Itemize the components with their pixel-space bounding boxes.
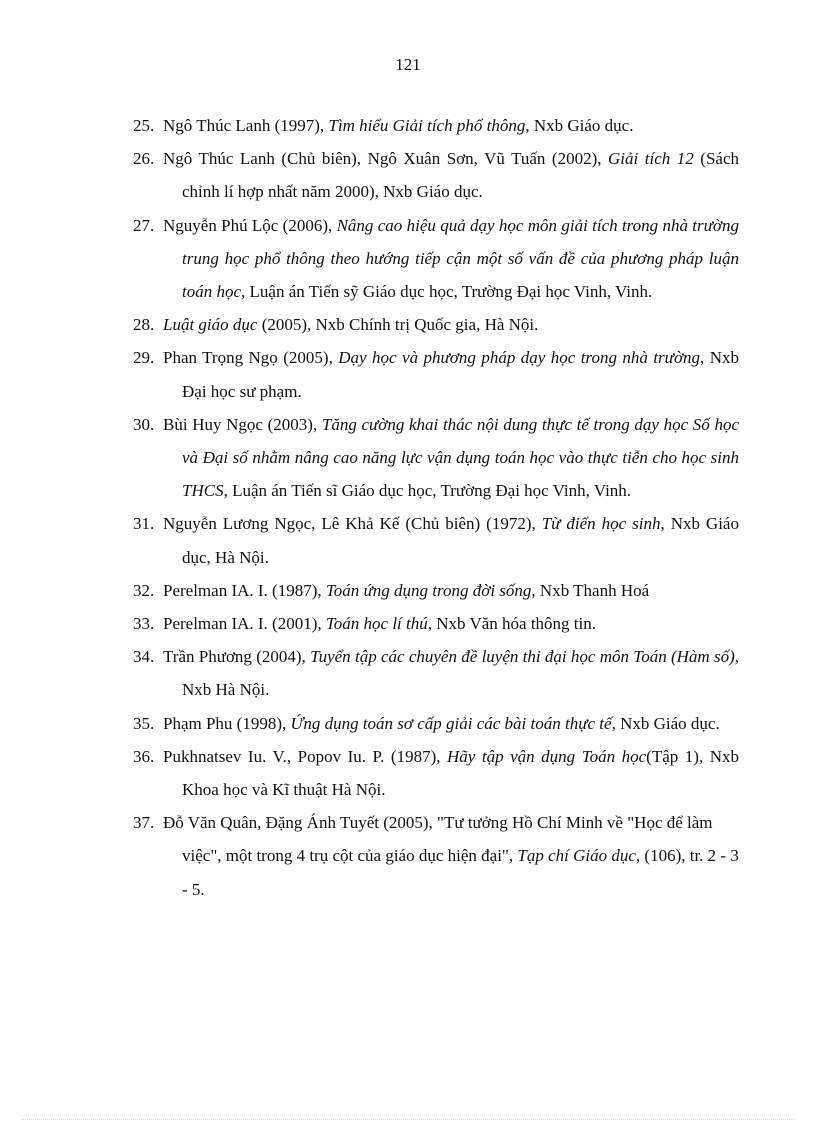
reference-number: 37. bbox=[133, 813, 155, 833]
reference-number: 32. bbox=[133, 580, 155, 600]
reference-publisher: , Nxb Thanh Hoá bbox=[531, 580, 650, 600]
reference-authors: Trần Phương (2004), bbox=[163, 647, 311, 667]
reference-publisher: , Nxb Văn hóa thông tin. bbox=[427, 614, 596, 634]
reference-title: Tuyển tập các chuyên đề luyện thi đại học môn Toán (Hàm số) bbox=[310, 647, 735, 667]
reference-list bbox=[133, 109, 739, 906]
reference-publisher: , Nxb Đại học sư phạm. bbox=[182, 348, 740, 401]
reference-title: Tạp chí Giáo dục, bbox=[517, 846, 641, 866]
reference-item bbox=[133, 740, 739, 806]
reference-number: 28. bbox=[133, 315, 155, 335]
reference-publisher: (2005), Nxb Chính trị Quốc gia, Hà Nội. bbox=[257, 315, 539, 335]
reference-title: Luật giáo dục bbox=[163, 315, 258, 335]
page-number: 121 bbox=[395, 55, 421, 74]
reference-item bbox=[133, 806, 739, 906]
reference-item bbox=[133, 408, 739, 508]
reference-number: 26. bbox=[133, 149, 155, 169]
reference-item bbox=[133, 507, 739, 573]
reference-publisher: , Nxb Hà Nội. bbox=[182, 647, 739, 700]
reference-number: 33. bbox=[133, 614, 155, 634]
reference-title: Tăng cường khai thác nội dung thực tế trong dạy học Số học và Đại số nhằm nâng cao năng lực vận dụng toán học vào thực tiễn cho học sinh THCS bbox=[182, 414, 739, 501]
reference-authors: Perelman IA. I. (2001), bbox=[163, 614, 326, 634]
reference-title: Toán ứng dụng trong đời sống bbox=[325, 580, 532, 600]
reference-title: Tìm hiểu Giải tích phổ thông bbox=[328, 116, 526, 135]
reference-publisher: , Nxb Giáo dục, Hà Nội. bbox=[182, 514, 739, 567]
reference-authors: Phạm Phu (1998), bbox=[163, 713, 291, 733]
reference-item bbox=[133, 209, 739, 309]
reference-title: Dạy học và phương pháp dạy học trong nhà trường bbox=[338, 348, 701, 368]
reference-authors: Pukhnatsev Iu. V., Popov Iu. P. (1987), bbox=[163, 746, 448, 766]
reference-publisher: , Nxb Giáo dục. bbox=[525, 116, 634, 135]
reference-item bbox=[133, 109, 739, 142]
reference-authors: Bùi Huy Ngọc (2003), bbox=[163, 414, 322, 434]
reference-authors: Phan Trọng Ngọ (2005), bbox=[163, 348, 339, 368]
reference-title: Nâng cao hiệu quả dạy học môn giải tích trong nhà trường trung học phổ thông theo hướng tiếp cận một số vấn đề của phương pháp luận toán học bbox=[182, 215, 739, 302]
reference-publisher: , Luận án Tiến sỹ Giáo dục học, Trường Đại học Vinh, Vinh. bbox=[241, 282, 653, 302]
reference-authors: Ngô Thúc Lanh (Chủ biên), Ngô Xuân Sơn, Vũ Tuấn (2002), bbox=[163, 149, 609, 169]
reference-number: 30. bbox=[133, 414, 155, 434]
reference-title: Hãy tập vận dụng Toán học bbox=[447, 746, 647, 766]
reference-authors: Nguyễn Lương Ngọc, Lê Khả Kế (Chủ biên) (1972), bbox=[163, 514, 542, 534]
reference-item bbox=[133, 574, 739, 607]
reference-publisher: , Nxb Giáo dục. bbox=[611, 713, 720, 733]
reference-item bbox=[133, 341, 739, 407]
reference-authors: Đỗ Văn Quân, Đặng Ánh Tuyết (2005), "Tư tưởng Hồ Chí Minh về "Học để làm việc", một trong 4 trụ cột của giáo dục hiện đại", bbox=[163, 813, 713, 866]
reference-title: Từ điển học sinh bbox=[541, 514, 661, 534]
reference-publisher: (Sách chỉnh lí hợp nhất năm 2000), Nxb Giáo dục. bbox=[182, 149, 740, 202]
reference-number: 31. bbox=[133, 514, 155, 534]
reference-number: 29. bbox=[133, 348, 155, 368]
reference-title: Giải tích 12 bbox=[608, 149, 694, 169]
reference-item bbox=[133, 607, 739, 640]
reference-title: Ứng dụng toán sơ cấp giải các bài toán thực tế bbox=[290, 713, 612, 733]
reference-number: 35. bbox=[133, 713, 155, 733]
reference-publisher: (106), tr. 2 - 3 - 5. bbox=[182, 846, 739, 899]
reference-publisher: (Tập 1), Nxb Khoa học và Kĩ thuật Hà Nội. bbox=[182, 746, 739, 800]
reference-item bbox=[133, 707, 739, 740]
reference-number: 34. bbox=[133, 647, 155, 667]
page-bottom-edge bbox=[22, 1119, 794, 1120]
reference-publisher: , Luận án Tiến sĩ Giáo dục học, Trường Đại học Vinh, Vinh. bbox=[223, 481, 632, 501]
reference-authors: Ngô Thúc Lanh (1997), bbox=[163, 116, 329, 135]
reference-title: Toán học lí thú bbox=[325, 614, 428, 634]
reference-number: 27. bbox=[133, 215, 155, 235]
reference-item bbox=[133, 142, 739, 208]
reference-number: 25. bbox=[133, 116, 155, 135]
reference-authors: Perelman IA. I. (1987), bbox=[163, 580, 326, 600]
reference-item bbox=[133, 640, 739, 706]
reference-item bbox=[133, 308, 739, 341]
reference-number: 36. bbox=[133, 746, 155, 766]
reference-authors: Nguyễn Phú Lộc (2006), bbox=[163, 215, 337, 235]
